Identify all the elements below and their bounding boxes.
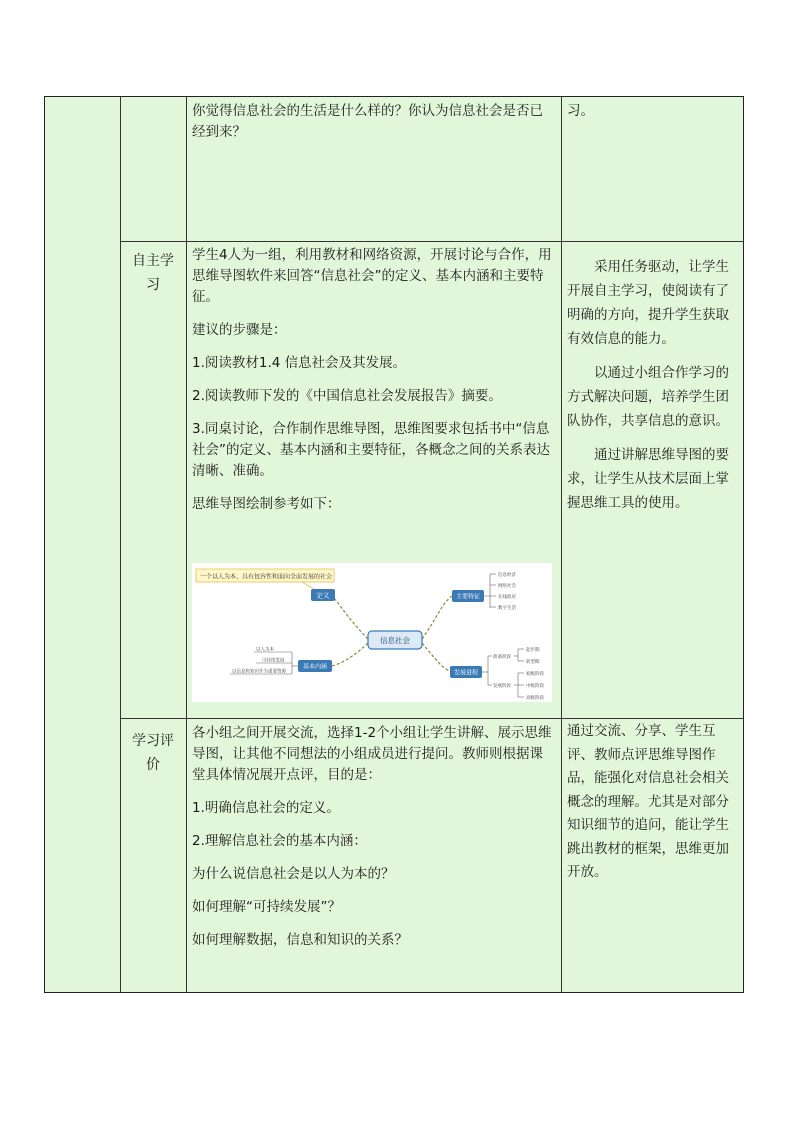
row3-notes: [567, 720, 739, 895]
row2-note-1: 采用任务驱动，让学生开展自主学习，使阅读有了明确的方向，提升学生获取有效信息的能力。: [567, 259, 729, 347]
stage-item: 高级阶段: [526, 696, 544, 701]
row2-para-5: 3.同桌讨论，合作制作思维导图，思维图要求包括书中“信息社会”的定义、基本内涵和主要特征，各概念之间的关系表达清晰、准确。: [192, 421, 550, 479]
center-label: 信息社会: [380, 636, 410, 645]
row3-label-line2: 价: [146, 757, 160, 773]
connector-stages: [422, 643, 450, 671]
feature-item: 信息经济: [498, 573, 516, 578]
row-divider: [120, 718, 743, 719]
connector-features: [422, 596, 452, 639]
feature-item: 在线政府: [498, 595, 516, 600]
row2-para-2: 建议的步骤是：: [192, 322, 287, 338]
row2-label: [121, 249, 185, 297]
connotation-item: 以信息和知识作为重要资源: [232, 669, 286, 675]
row2-label-line1: 自主学: [132, 253, 174, 269]
row2-note-2: 以通过小组合作学习的方式解决问题，培养学生团队协作，共享信息的意识。: [567, 365, 729, 429]
row3-para-2: 1.明确信息社会的定义。: [192, 800, 340, 816]
row3-para-6: 如何理解数据，信息和知识的关系？: [192, 932, 408, 948]
row2-para-3: 1.阅读教材1.4 信息社会及其发展。: [192, 355, 407, 371]
row3-para-1: 各小组之间开展交流，选择1-2个小组让学生讲解、展示思维导图，让其他不同想法的小组成员进行提问。教师则根据课堂具体情况展开点评，目的是：: [192, 725, 552, 783]
row1-question: 你觉得信息社会的生活是什么样的？你认为信息社会是否已经到来？: [192, 103, 543, 140]
stage-group: 准备阶段: [493, 655, 511, 660]
row3-label: [121, 729, 185, 777]
mindmap-svg: [192, 563, 552, 702]
definition-text: 一个以人为本、具有包容性和面向全面发展的社会: [200, 573, 333, 581]
row2-notes: [567, 255, 739, 525]
stage-item: 中级阶段: [526, 684, 544, 689]
column-divider: [120, 97, 121, 992]
row2-note-3: 通过讲解思维导图的要求，让学生从技术层面上掌握思维工具的使用。: [567, 447, 729, 511]
connector-connotation: [332, 643, 368, 666]
stage-item: 初级阶段: [526, 672, 544, 677]
row2-label-line2: 习: [146, 277, 160, 293]
column-divider: [561, 97, 562, 992]
row3-label-line1: 学习评: [132, 733, 174, 749]
stage-item: 转型期: [526, 660, 540, 665]
connotation-item: 以人为本: [256, 647, 274, 653]
row3-para-5: 如何理解“可持续发展”？: [192, 899, 341, 915]
row3-para-4: 为什么说信息社会是以人为本的？: [192, 866, 395, 882]
row2-para-4: 2.阅读教师下发的《中国信息社会发展报告》摘要。: [192, 388, 502, 404]
row-divider: [120, 241, 743, 242]
connotation-label: 基本内涵: [302, 663, 328, 671]
row2-para-6: 思维导图绘制参考如下：: [192, 496, 341, 512]
connotation-item: 可持续发展: [262, 658, 285, 664]
row3-para-3: 2.理解信息社会的基本内涵：: [192, 833, 367, 849]
feature-item: 网络社会: [498, 584, 516, 589]
row1-note: 习。: [567, 103, 594, 119]
row2-para-1: 学生4人为一组，利用教材和网络资源，开展讨论与合作，用思维导图软件来回答“信息社会”的定义、基本内涵和主要特征。: [192, 247, 552, 305]
features-label: 主要特征: [455, 593, 481, 601]
row3-note: 通过交流、分享、学生互评、教师点评思维导图作品，能强化对信息社会相关概念的理解。尤其是对部分知识细节的追问，能让学生跳出教材的框架，思维更加开放。: [567, 723, 729, 880]
definition-label: 定义: [316, 591, 330, 600]
row1-notes: [567, 101, 739, 122]
row3-content: [192, 723, 554, 963]
stage-group: 发展阶段: [493, 684, 511, 689]
feature-item: 数字生活: [498, 606, 516, 611]
row1-content: [192, 101, 554, 155]
stages-label: 发展进程: [453, 669, 479, 677]
mindmap-figure: [192, 563, 552, 702]
stage-item: 起步期: [526, 648, 540, 653]
column-divider: [186, 97, 187, 992]
connector-definition: [335, 599, 368, 639]
row2-content: [192, 245, 554, 527]
